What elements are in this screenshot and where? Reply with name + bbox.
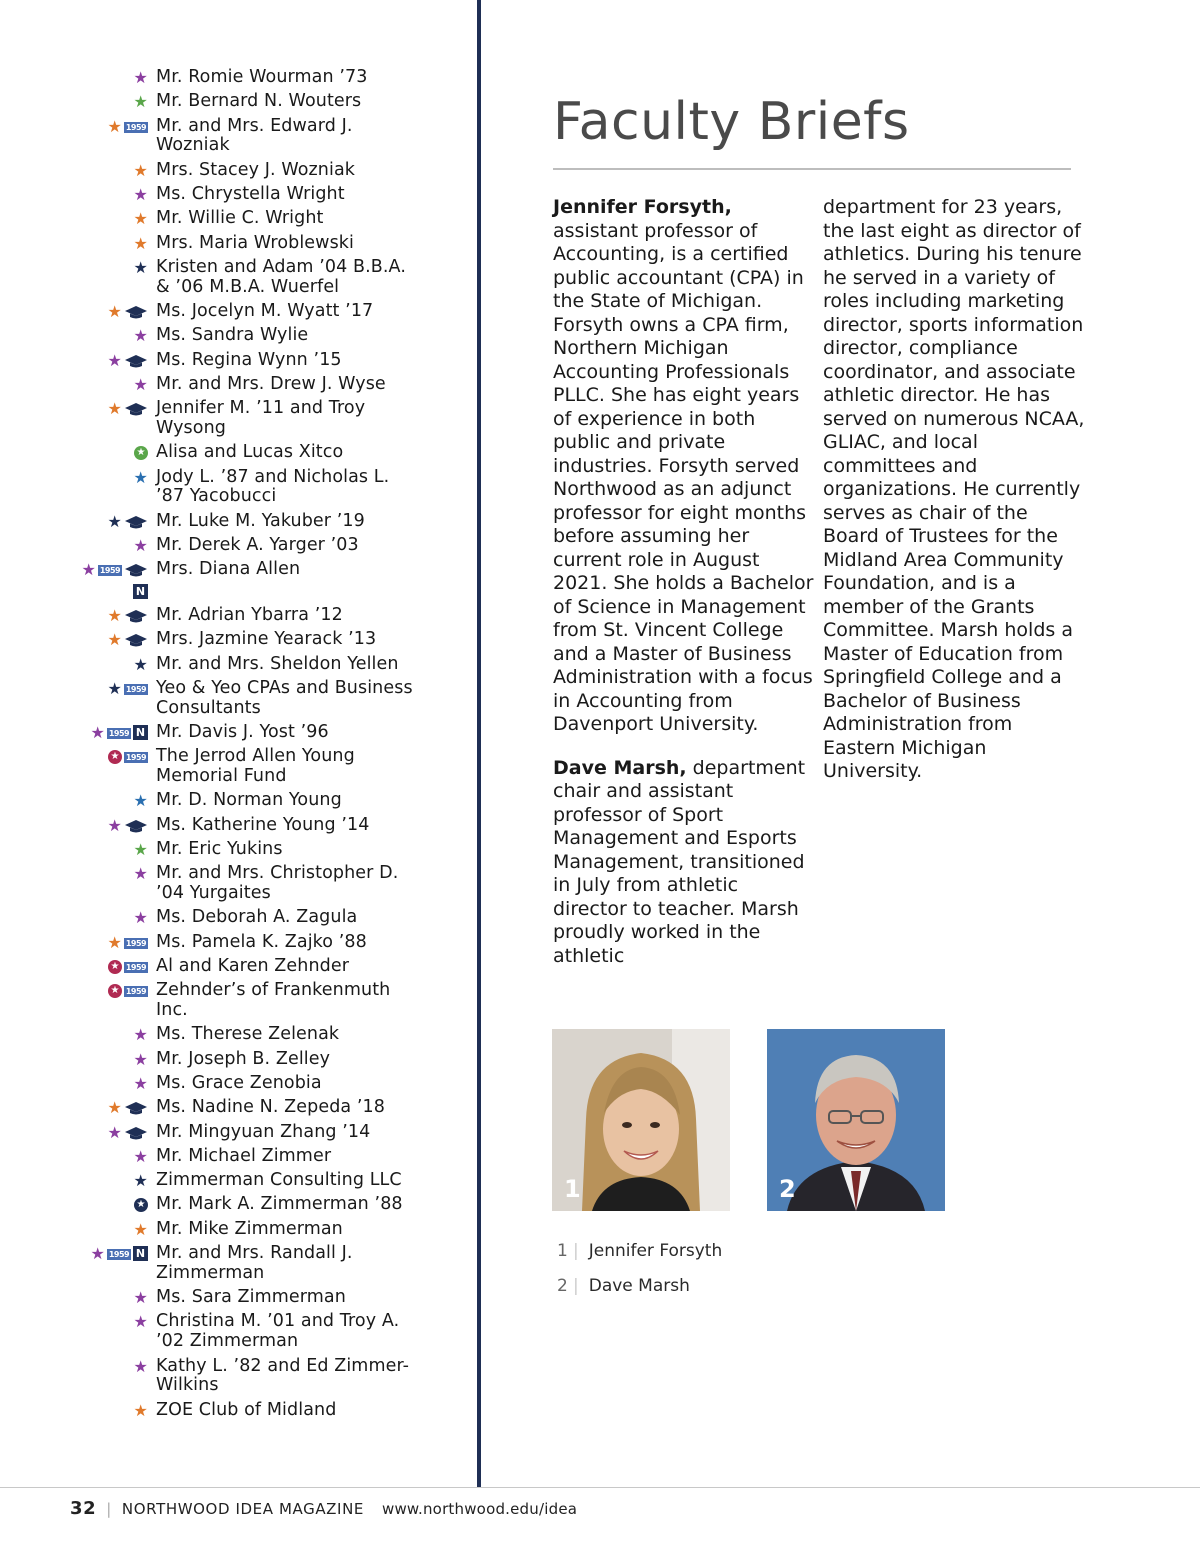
star-icon: ★ — [81, 560, 96, 580]
graduation-cap-icon — [124, 608, 148, 624]
donor-icons — [70, 443, 148, 463]
star-icon: ★ — [107, 301, 122, 321]
donor-icons — [70, 1195, 148, 1215]
donor-name: Mr. Derek A. Yarger ’03 — [156, 534, 359, 555]
donor-icons — [70, 816, 148, 836]
society-1959-badge-icon: 1959 — [108, 729, 130, 739]
donor-item — [70, 1025, 420, 1045]
marsh-name: Dave Marsh, — [553, 756, 687, 779]
circle-star-icon: ★ — [108, 750, 122, 764]
star-icon: ★ — [133, 1356, 148, 1376]
caption-2: 2 | Dave Marsh — [557, 1276, 690, 1296]
donor-icons — [70, 1025, 148, 1045]
donor-name: Ms. Sandra Wylie — [156, 325, 309, 346]
donor-icons — [70, 1123, 148, 1143]
donor-name: Mr. and Mrs. Christopher D. ’04 Yurgaites — [156, 863, 399, 904]
donor-icons — [70, 302, 148, 322]
donor-name: Kristen and Adam ’04 B.B.A. & ’06 M.B.A. Wuerfel — [156, 256, 406, 297]
photo-forsyth — [552, 1029, 730, 1211]
donor-icons — [70, 512, 148, 532]
donor-item — [70, 68, 420, 88]
donor-item — [70, 1357, 420, 1397]
star-icon: ★ — [133, 908, 148, 928]
donor-icons — [70, 655, 148, 675]
donor-item — [70, 655, 420, 675]
donor-item — [70, 351, 420, 371]
caption-name-1: Jennifer Forsyth — [588, 1241, 723, 1261]
forsyth-name: Jennifer Forsyth, — [553, 196, 732, 218]
star-icon: ★ — [107, 815, 122, 835]
donor-item — [70, 864, 420, 904]
graduation-cap-icon — [124, 632, 148, 648]
star-icon: ★ — [90, 1244, 105, 1264]
column-divider — [477, 0, 481, 1487]
donor-name: Mrs. Diana Allen — [156, 559, 301, 580]
society-1959-badge-icon: 1959 — [125, 122, 147, 132]
donor-item — [70, 185, 420, 205]
donor-name: Mr. Bernard N. Wouters — [156, 91, 362, 112]
donor-item — [70, 840, 420, 860]
star-icon: ★ — [133, 374, 148, 394]
star-icon: ★ — [107, 116, 122, 136]
title-rule — [553, 168, 1071, 170]
donor-name: Mr. Joseph B. Zelley — [156, 1048, 331, 1069]
donor-name: Mrs. Jazmine Yearack ’13 — [156, 629, 377, 650]
donor-name: Mrs. Maria Wroblewski — [156, 232, 355, 253]
donor-item — [70, 258, 420, 298]
star-icon: ★ — [133, 233, 148, 253]
footer: 32 | NORTHWOOD IDEA MAGAZINE www.northwood.edu/idea — [70, 1498, 578, 1519]
donor-name: Ms. Jocelyn M. Wyatt ’17 — [156, 300, 374, 321]
northwood-logo-icon: N — [133, 584, 148, 599]
donor-list — [70, 68, 420, 1425]
donor-icons — [70, 1288, 148, 1308]
donor-name: Ms. Nadine N. Zepeda ’18 — [156, 1097, 386, 1118]
donor-name: Mr. Adrian Ybarra ’12 — [156, 605, 343, 626]
star-icon: ★ — [133, 68, 148, 87]
donor-item — [70, 536, 420, 556]
donor-item — [70, 679, 420, 719]
page-number: 32 — [70, 1498, 97, 1519]
donor-name: Mr. and Mrs. Drew J. Wyse — [156, 373, 386, 394]
donor-icons — [70, 117, 148, 137]
donor-icons — [70, 468, 148, 488]
society-1959-badge-icon: 1959 — [108, 1250, 130, 1260]
footer-rule — [0, 1487, 1200, 1488]
graduation-cap-icon — [124, 1100, 148, 1116]
star-icon: ★ — [107, 1098, 122, 1118]
graduation-cap-icon — [124, 304, 148, 320]
donor-icons — [70, 957, 148, 977]
star-icon: ★ — [107, 606, 122, 626]
star-icon: ★ — [107, 1122, 122, 1142]
donor-icons — [70, 1357, 148, 1377]
photo-marsh — [767, 1029, 945, 1211]
donor-item — [70, 92, 420, 112]
star-icon: ★ — [133, 840, 148, 859]
star-icon: ★ — [133, 1171, 148, 1191]
northwood-logo-icon: N — [133, 725, 148, 740]
society-1959-badge-icon: 1959 — [125, 987, 147, 997]
donor-icons — [70, 1171, 148, 1191]
donor-name: Mrs. Stacey J. Wozniak — [156, 159, 356, 180]
donor-name: Yeo & Yeo CPAs and Business Consultants — [156, 677, 413, 718]
donor-name: Jennifer M. ’11 and Troy Wysong — [156, 398, 366, 438]
star-icon: ★ — [133, 257, 148, 277]
donor-item — [70, 747, 420, 787]
magazine-name: NORTHWOOD IDEA MAGAZINE — [121, 1500, 364, 1518]
star-icon: ★ — [107, 399, 122, 419]
donor-item — [70, 1074, 420, 1094]
donor-icons — [70, 234, 148, 254]
article-column-2 — [823, 196, 1085, 784]
graduation-cap-icon — [124, 818, 148, 834]
donor-icons — [70, 536, 148, 556]
star-icon: ★ — [133, 1073, 148, 1093]
star-icon: ★ — [133, 467, 148, 487]
photo-number-2: 2 — [779, 1175, 796, 1203]
donor-item — [70, 630, 420, 650]
marsh-text-2: department for 23 years, the last eight as director of athletics. During his tenure he served in a variety of roles including marketing director, sports information director, compliance coordinator, and associate athletic director. He has served on numerous NCAA, GLIAC, and local committees and organizations. He currently serves as chair of the Board of Trustees for the Midland Area Community Foundation, and is a member of the Grants Committee. Marsh holds a Master of Education from Springfield College and a Bachelor of Business Administration from Eastern Michigan University. — [823, 196, 1085, 782]
donor-name: Mr. Eric Yukins — [156, 839, 283, 859]
star-icon: ★ — [133, 1400, 148, 1420]
donor-name: Ms. Chrystella Wright — [156, 183, 345, 204]
donor-name: Ms. Katherine Young ’14 — [156, 814, 370, 835]
donor-item — [70, 981, 420, 1021]
donor-item — [70, 723, 420, 743]
donor-name: Mr. D. Norman Young — [156, 790, 342, 811]
article-column-1 — [553, 196, 815, 968]
donor-name: Zimmerman Consulting LLC — [156, 1170, 402, 1191]
donor-name: Mr. and Mrs. Randall J. Zimmerman — [156, 1243, 353, 1283]
donor-item — [70, 908, 420, 928]
donor-icons — [70, 908, 148, 928]
society-1959-badge-icon: 1959 — [125, 938, 147, 948]
donor-icons — [70, 1147, 148, 1167]
donor-icons — [70, 185, 148, 205]
magazine-url[interactable]: www.northwood.edu/idea — [381, 1500, 578, 1518]
star-icon: ★ — [133, 160, 148, 180]
caption-number-1: 1 — [557, 1241, 568, 1261]
donor-item — [70, 234, 420, 254]
donor-name: Al and Karen Zehnder — [156, 955, 350, 976]
star-icon: ★ — [133, 1049, 148, 1069]
donor-name: Ms. Therese Zelenak — [156, 1024, 340, 1045]
donor-name: Zehnder’s of Frankenmuth Inc. — [156, 980, 391, 1021]
caption-1: 1 | Jennifer Forsyth — [557, 1241, 723, 1261]
donor-item — [70, 302, 420, 322]
donor-icons — [70, 1098, 148, 1118]
donor-item — [70, 957, 420, 977]
society-1959-badge-icon: 1959 — [125, 684, 147, 694]
donor-item — [70, 1401, 420, 1421]
star-icon: ★ — [107, 350, 122, 370]
donor-icons — [70, 1312, 148, 1332]
donor-icons — [70, 981, 148, 1001]
donor-item — [70, 1288, 420, 1308]
donor-name: Ms. Deborah A. Zagula — [156, 907, 358, 928]
donor-icons — [70, 723, 148, 743]
donor-icons — [70, 679, 148, 699]
donor-icons — [70, 92, 148, 112]
star-icon: ★ — [133, 535, 148, 555]
donor-icons — [70, 933, 148, 953]
donor-icons — [70, 1244, 148, 1264]
star-icon: ★ — [133, 791, 148, 811]
star-icon: ★ — [133, 209, 148, 229]
donor-name: Jody L. ’87 and Nicholas L. ’87 Yacobucci — [156, 466, 390, 507]
circle-star-icon: ★ — [108, 960, 122, 974]
star-icon: ★ — [133, 1288, 148, 1308]
donor-icons — [70, 1050, 148, 1070]
donor-name: Ms. Regina Wynn ’15 — [156, 349, 342, 370]
society-1959-badge-icon: 1959 — [99, 566, 121, 576]
star-icon: ★ — [107, 511, 122, 531]
donor-icons — [70, 258, 148, 278]
star-icon: ★ — [107, 678, 122, 698]
forsyth-paragraph — [553, 196, 815, 737]
donor-icons — [70, 791, 148, 811]
donor-item — [70, 443, 420, 463]
donor-icons — [70, 375, 148, 395]
donor-name: Mr. Willie C. Wright — [156, 208, 324, 229]
donor-item — [70, 117, 420, 157]
circle-star-icon: ★ — [134, 446, 148, 460]
donor-item — [70, 468, 420, 508]
donor-icons — [70, 68, 148, 88]
donor-name: Ms. Grace Zenobia — [156, 1072, 322, 1093]
donor-item — [70, 816, 420, 836]
star-icon: ★ — [133, 1025, 148, 1045]
star-icon: ★ — [133, 654, 148, 674]
donor-name: Mr. Luke M. Yakuber ’19 — [156, 510, 365, 531]
star-icon: ★ — [133, 864, 148, 884]
donor-item — [70, 512, 420, 532]
donor-item — [70, 1147, 420, 1167]
graduation-cap-icon — [124, 401, 148, 417]
donor-icons — [70, 351, 148, 371]
society-1959-badge-icon: 1959 — [125, 753, 147, 763]
donor-item — [70, 791, 420, 811]
donor-icons — [70, 747, 148, 767]
circle-star-icon: ★ — [108, 984, 122, 998]
graduation-cap-icon — [124, 1125, 148, 1141]
donor-item — [70, 1220, 420, 1240]
donor-item — [70, 606, 420, 626]
donor-name: Mr. Romie Wourman ’73 — [156, 67, 368, 87]
star-icon: ★ — [133, 184, 148, 204]
donor-icons — [70, 606, 148, 626]
donor-item — [70, 559, 420, 599]
donor-icons — [70, 1220, 148, 1240]
donor-name: Mr. and Mrs. Sheldon Yellen — [156, 653, 399, 674]
star-icon: ★ — [133, 326, 148, 346]
donor-icons — [70, 161, 148, 181]
donor-name: ZOE Club of Midland — [156, 1399, 337, 1420]
donor-item — [70, 1312, 420, 1352]
donor-item — [70, 375, 420, 395]
graduation-cap-icon — [124, 353, 148, 369]
donor-name: Mr. Mike Zimmerman — [156, 1218, 343, 1239]
donor-icons — [70, 840, 148, 860]
forsyth-text: assistant professor of Accounting, is a certified public accountant (CPA) in the State of Michigan. Forsyth owns a CPA firm, Northern Michigan Accounting Professionals PLLC. She has eight years of experience in both public and private industries. Forsyth served Northwood as an adjunct professor for eight months before assuming her current role in August 2021. She holds a Bachelor of Science in Management from St. Vincent College and a Master of Business Administration with a focus in Accounting from Davenport University. — [553, 219, 814, 735]
graduation-cap-icon — [124, 514, 148, 530]
donor-icons — [70, 399, 148, 419]
donor-name: Ms. Sara Zimmerman — [156, 1287, 346, 1308]
marsh-paragraph — [553, 757, 815, 969]
donor-item — [70, 1195, 420, 1215]
donor-item — [70, 1171, 420, 1191]
star-icon: ★ — [107, 932, 122, 952]
donor-name: Mr. Davis J. Yost ’96 — [156, 722, 329, 743]
donor-item — [70, 1050, 420, 1070]
caption-name-2: Dave Marsh — [588, 1276, 690, 1296]
star-icon: ★ — [133, 1312, 148, 1332]
donor-name: Alisa and Lucas Xitco — [156, 442, 344, 463]
star-icon: ★ — [90, 723, 105, 743]
page-title: Faculty Briefs — [553, 92, 910, 152]
donor-name: Kathy L. ’82 and Ed Zimmer-Wilkins — [156, 1355, 410, 1396]
donor-name: Mr. and Mrs. Edward J. Wozniak — [156, 115, 353, 156]
donor-icons — [70, 630, 148, 650]
donor-item — [70, 399, 420, 439]
donor-item — [70, 161, 420, 181]
donor-name: The Jerrod Allen Young Memorial Fund — [156, 746, 355, 787]
donor-icons — [70, 209, 148, 229]
donor-name: Ms. Pamela K. Zajko ’88 — [156, 931, 367, 952]
donor-item — [70, 1098, 420, 1118]
donor-item — [70, 933, 420, 953]
donor-name: Mr. Mark A. Zimmerman ’88 — [156, 1194, 403, 1215]
donor-item — [70, 1123, 420, 1143]
donor-icons — [70, 864, 148, 884]
star-icon: ★ — [133, 1219, 148, 1239]
donor-item — [70, 209, 420, 229]
donor-icons — [70, 1074, 148, 1094]
photo-number-1: 1 — [564, 1175, 581, 1203]
donor-icons — [70, 560, 148, 599]
donor-item — [70, 326, 420, 346]
donor-name: Mr. Mingyuan Zhang ’14 — [156, 1121, 371, 1142]
donor-icons — [70, 326, 148, 346]
caption-number-2: 2 — [557, 1276, 568, 1296]
star-icon: ★ — [133, 92, 148, 112]
donor-name: Christina M. ’01 and Troy A. ’02 Zimmerman — [156, 1311, 400, 1352]
donor-icons — [70, 1401, 148, 1421]
northwood-logo-icon: N — [133, 1246, 148, 1261]
donor-name: Mr. Michael Zimmer — [156, 1145, 332, 1166]
donor-item — [70, 1244, 420, 1284]
marsh-text-1: department chair and assistant professor of Sport Management and Esports Management, transitioned in July from athletic director to teacher. Marsh proudly worked in the athletic — [553, 756, 806, 967]
society-1959-badge-icon: 1959 — [125, 962, 147, 972]
star-icon: ★ — [107, 630, 122, 650]
graduation-cap-icon — [124, 562, 148, 578]
star-icon: ★ — [133, 1146, 148, 1166]
circle-star-icon: ★ — [134, 1198, 148, 1212]
